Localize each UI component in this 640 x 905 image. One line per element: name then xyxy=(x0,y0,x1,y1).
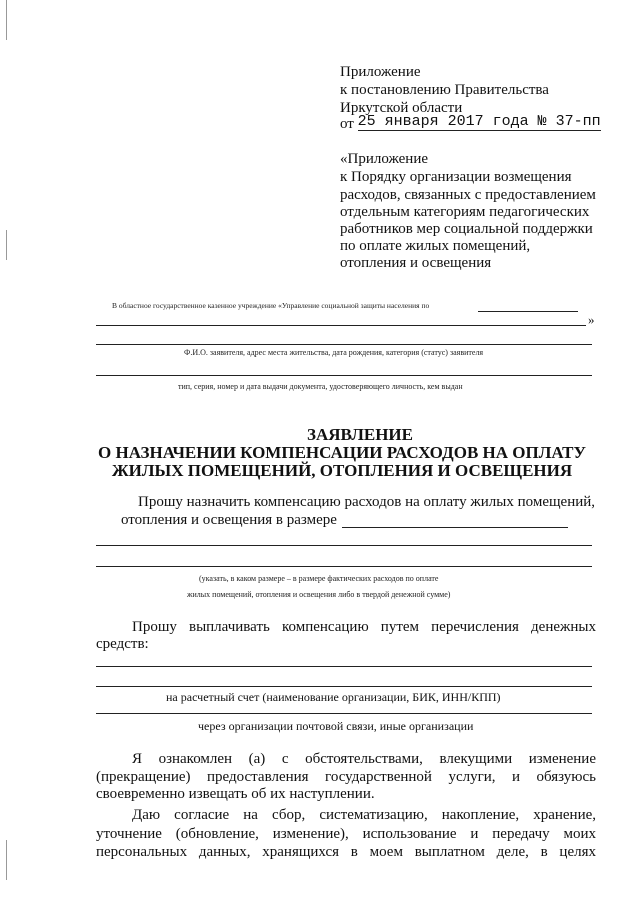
order-appendix-line-7: отопления и освещения xyxy=(340,255,492,271)
order-appendix-line-3: расходов, связанных с предоставлением xyxy=(340,187,596,203)
payment-caption-bank: на расчетный счет (наименование организации, БИК, ИНН/КПП) xyxy=(166,690,501,704)
addressee-to-fill-line xyxy=(478,311,578,312)
request-fill-line-1 xyxy=(96,545,592,546)
order-appendix-line-4: отдельным категориям педагогических xyxy=(340,204,590,220)
addressee-close-quote: » xyxy=(588,312,595,327)
acknowledgement-line-1: Я ознакомлен (а) с обстоятельствами, влекущими изменение xyxy=(132,751,596,767)
payment-caption-post: через организации почтовой связи, иные организации xyxy=(198,719,474,733)
payment-line-1: Прошу выплачивать компенсацию путем перечисления денежных xyxy=(132,619,596,635)
appendix-date-prefix: от xyxy=(340,116,354,132)
appendix-line-2: к постановлению Правительства xyxy=(340,82,549,98)
addressee-line-2 xyxy=(96,325,586,326)
request-fill-line-2 xyxy=(96,566,592,567)
order-appendix-line-1: «Приложение xyxy=(340,151,429,167)
scan-edge-mark-top xyxy=(6,0,7,40)
payment-line-2: средств: xyxy=(96,636,149,652)
statement-subtitle-line-2: ЖИЛЫХ ПОМЕЩЕНИЙ, ОТОПЛЕНИЯ И ОСВЕЩЕНИЯ xyxy=(111,461,573,480)
order-appendix-line-6: по оплате жилых помещений, xyxy=(340,238,531,254)
statement-subtitle-line-1: О НАЗНАЧЕНИИ КОМПЕНСАЦИИ РАСХОДОВ НА ОПЛАТУ xyxy=(98,443,586,462)
consent-line-1: Даю согласие на сбор, систематизацию, накопление, хранение, xyxy=(132,807,596,823)
consent-line-2: уточнение (обновление, изменение), использование и передачу моих xyxy=(96,826,596,842)
appendix-line-3: Иркутской области xyxy=(340,100,463,116)
request-line-2: отопления и освещения в размере xyxy=(121,512,337,528)
request-hint-2: жилых помещений, отопления и освещения либо в твердой денежной сумме) xyxy=(187,590,451,599)
acknowledgement-line-2: (прекращение) предоставления государственной услуги, и обязуюсь xyxy=(96,769,596,785)
consent-line-3: персональных данных, хранящихся в моем выплатном деле, в целях xyxy=(96,844,596,860)
scan-edge-mark-bottom xyxy=(6,840,7,880)
addressee-to-line: В областное государственное казенное учреждение «Управление социальной защиты населения по xyxy=(112,301,430,310)
appendix-date-value: 25 января 2017 года № 37-пп xyxy=(357,113,601,130)
request-hint-1: (указать, в каком размере – в размере фактических расходов по оплате xyxy=(199,574,439,583)
payment-fill-line-2 xyxy=(96,686,592,687)
request-amount-line xyxy=(342,527,568,528)
document-caption: тип, серия, номер и дата выдачи документа, удостоверяющего личность, кем выдан xyxy=(178,382,463,391)
order-appendix-line-5: работников мер социальной поддержки xyxy=(340,221,593,237)
acknowledgement-line-3: своевременно извещать об их наступлении. xyxy=(96,786,375,802)
document-line xyxy=(96,375,592,376)
applicant-caption: Ф.И.О. заявителя, адрес места жительства, дата рождения, категория (статус) заявителя xyxy=(184,348,484,357)
applicant-line xyxy=(96,344,592,345)
scan-edge-mark-mid xyxy=(6,230,7,260)
order-appendix-line-2: к Порядку организации возмещения xyxy=(340,169,572,185)
statement-title: ЗАЯВЛЕНИЕ xyxy=(306,425,413,444)
payment-fill-line-3 xyxy=(96,713,592,714)
appendix-line-1: Приложение xyxy=(340,64,421,80)
payment-fill-line-1 xyxy=(96,666,592,667)
request-line-1: Прошу назначить компенсацию расходов на оплату жилых помещений, xyxy=(138,494,596,510)
appendix-date-line xyxy=(340,115,601,134)
